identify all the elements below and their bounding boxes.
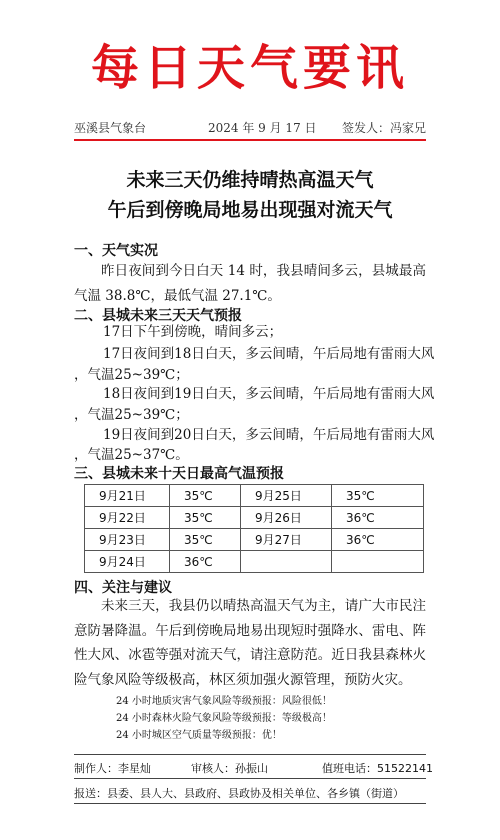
signer: 签发人：冯家兄 bbox=[341, 121, 426, 135]
forecast-line-4: 19日夜间到20日白天，多云间晴，午后局地有雷雨大风 bbox=[103, 427, 435, 443]
reviewer-label: 审核人： bbox=[191, 762, 235, 775]
table-cell: 36℃ bbox=[170, 551, 241, 573]
footer-divider-top bbox=[74, 754, 426, 755]
notice-air-quality: 24 小时城区空气质量等级预报：优！ bbox=[116, 730, 282, 741]
reviewer-name: 孙振山 bbox=[235, 762, 268, 775]
table-row bbox=[85, 551, 424, 573]
issue-info-row bbox=[74, 119, 426, 137]
forecast-line-4-cont: ，气温25~37℃。 bbox=[74, 447, 189, 463]
max-temp-table bbox=[84, 484, 424, 573]
table-cell: 35℃ bbox=[332, 485, 424, 507]
footer-staff-row bbox=[74, 760, 151, 776]
table-row bbox=[85, 485, 424, 507]
footer-phone bbox=[322, 760, 433, 776]
table-cell bbox=[332, 551, 424, 573]
footer-reviewer bbox=[191, 760, 268, 776]
table-cell: 9月21日 bbox=[85, 485, 170, 507]
forecast-line-2-cont: ，气温25~39℃； bbox=[74, 367, 189, 383]
table-row bbox=[85, 529, 424, 551]
table-row bbox=[85, 507, 424, 529]
table-cell bbox=[241, 551, 332, 573]
section-title-advice: 四、关注与建议 bbox=[74, 580, 172, 596]
section-title-3day: 二、县城未来三天天气预报 bbox=[74, 308, 242, 324]
notice-geo-hazard: 24 小时地质灾害气象风险等级预报：风险很低！ bbox=[116, 696, 332, 707]
phone-label: 值班电话： bbox=[322, 762, 377, 775]
advice-text: 未来三天，我县仍以晴热高温天气为主，请广大市民注意防暑降温。午后到傍晚局地易出现短时强降水、雷电、阵性大风、冰雹等强对流天气，请注意防范。近日我县森林火险气象风险等级极高，林区须加强火源管理，预防火灾。 bbox=[74, 598, 426, 688]
table-cell: 9月22日 bbox=[85, 507, 170, 529]
phone-number: 51522141 bbox=[377, 762, 433, 775]
masthead-title: 每日天气要讯 bbox=[90, 40, 409, 96]
table-cell: 35℃ bbox=[170, 507, 241, 529]
section-title-observation: 一、天气实况 bbox=[74, 243, 158, 259]
notice-forest-fire: 24 小时森林火险气象风险等级预报：等级极高！ bbox=[116, 713, 332, 724]
headline-line-1: 未来三天仍维持晴热高温天气 bbox=[126, 169, 374, 191]
observation-text: 昨日夜间到今日白天 14 时，我县晴间多云，县城最高气温 38.8℃，最低气温 27.1℃。 bbox=[74, 263, 426, 304]
table-cell: 9月23日 bbox=[85, 529, 170, 551]
table-cell: 9月25日 bbox=[241, 485, 332, 507]
maker-name: 李星灿 bbox=[118, 762, 151, 775]
forecast-line-3-cont: ，气温25~39℃； bbox=[74, 407, 189, 423]
table-cell: 9月26日 bbox=[241, 507, 332, 529]
forecast-line-3: 18日夜间到19日白天，多云间晴，午后局地有雷雨大风 bbox=[103, 386, 435, 402]
table-cell: 9月27日 bbox=[241, 529, 332, 551]
table-cell: 36℃ bbox=[332, 507, 424, 529]
issue-date: 2024 年 9 月 17 日 bbox=[208, 121, 317, 135]
footer-divider-bottom bbox=[74, 803, 426, 804]
forecast-line-1: 17日下午到傍晚，晴间多云； bbox=[103, 324, 283, 340]
distribution-list: 报送：县委、县人大、县政府、县政协及相关单位、各乡镇（街道） bbox=[74, 787, 404, 800]
maker-label: 制作人： bbox=[74, 762, 118, 775]
table-cell: 35℃ bbox=[170, 529, 241, 551]
red-divider bbox=[74, 139, 426, 141]
table-cell: 35℃ bbox=[170, 485, 241, 507]
section-title-10day: 三、县城未来十天日最高气温预报 bbox=[74, 466, 284, 482]
footer-divider-mid bbox=[74, 778, 426, 779]
headline-line-2: 午后到傍晚局地易出现强对流天气 bbox=[107, 199, 393, 221]
issuer: 巫溪县气象台 bbox=[74, 121, 147, 135]
forecast-line-2: 17日夜间到18日白天，多云间晴，午后局地有雷雨大风 bbox=[103, 346, 435, 362]
table-cell: 36℃ bbox=[332, 529, 424, 551]
table-cell: 9月24日 bbox=[85, 551, 170, 573]
